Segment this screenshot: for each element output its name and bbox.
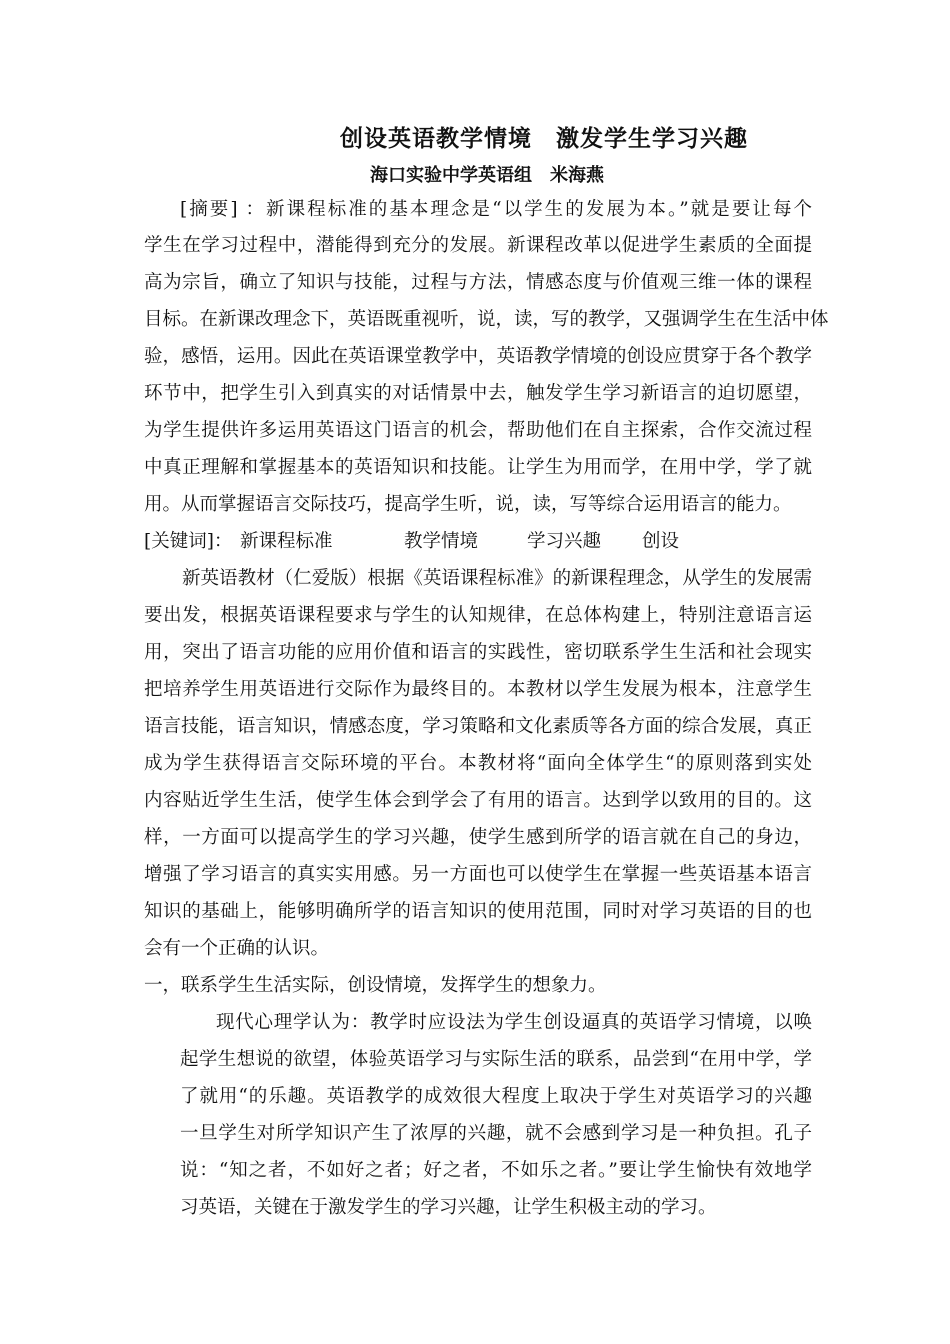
- section-line: 起学生想说的欲望，体验英语学习与实际生活的联系，品尝到“在用中学，学: [180, 1049, 812, 1070]
- section-line: 现代心理学认为：教学时应设法为学生创设逼真的英语学习情境，以唤: [216, 1012, 812, 1033]
- section-line: 习英语，关键在于激发学生的学习兴趣，让学生积极主动的学习。: [180, 1197, 717, 1218]
- keywords-label: [关键词]：: [144, 531, 233, 552]
- abstract-line: 验，感悟，运用。因此在英语课堂教学中，英语教学情境的创设应贯穿于各个教学: [144, 346, 812, 367]
- section-line: 了就用“的乐趣。英语教学的成效很大程度上取决于学生对英语学习的兴趣: [180, 1086, 812, 1107]
- abstract-line: [摘要] ：新课程标准的基本理念是“以学生的发展为本。”就是要让每个: [180, 199, 812, 220]
- abstract-line: 为学生提供许多运用英语这门语言的机会，帮助他们在自主探索，合作交流过程: [144, 420, 812, 441]
- keyword: 学习兴趣: [527, 531, 602, 552]
- section-line: 一旦学生对所学知识产生了浓厚的兴趣，就不会感到学习是一种负担。孔子: [180, 1123, 812, 1144]
- keyword: 教学情境: [404, 531, 479, 552]
- section-heading: 一，联系学生生活实际，创设情境，发挥学生的想象力。: [144, 975, 607, 996]
- abstract-line: 用。从而掌握语言交际技巧，提高学生听，说，读，写等综合运用语言的能力。: [144, 494, 792, 515]
- abstract-line: 中真正理解和掌握基本的英语知识和技能。让学生为用而学，在用中学，学了就: [144, 457, 812, 478]
- abstract-line: 高为宗旨，确立了知识与技能，过程与方法，情感态度与价值观三维一体的课程: [144, 272, 812, 293]
- intro-line: 语言技能，语言知识，情感态度，学习策略和文化素质等各方面的综合发展，真正: [144, 716, 812, 737]
- intro-line: 会有一个正确的认识。: [144, 938, 330, 959]
- intro-line: 用，突出了语言功能的应用价值和语言的实践性，密切联系学生生活和社会现实: [144, 642, 812, 663]
- abstract-line: 目标。在新课改理念下，英语既重视听，说，读，写的教学，又强调学生在生活中体: [144, 309, 829, 330]
- abstract-line: 环节中，把学生引入到真实的对话情景中去，触发学生学习新语言的迫切愿望，: [144, 383, 812, 404]
- intro-line: 增强了学习语言的真实实用感。另一方面也可以使学生在掌握一些英语基本语言: [144, 864, 812, 885]
- author-line: 海口实验中学英语组 米海燕: [370, 165, 604, 186]
- section-line: 说：“知之者，不如好之者；好之者，不如乐之者。”要让学生愉快有效地学: [180, 1160, 812, 1181]
- document-title: 创设英语教学情境 激发学生学习兴趣: [340, 125, 748, 152]
- intro-line: 知识的基础上，能够明确所学的语言知识的使用范围，同时对学习英语的目的也: [144, 901, 812, 922]
- abstract-line: 学生在学习过程中，潜能得到充分的发展。新课程改革以促进学生素质的全面提: [144, 235, 812, 256]
- keyword: 创设: [642, 531, 680, 552]
- intro-line: 内容贴近学生生活，使学生体会到学会了有用的语言。达到学以致用的目的。这: [144, 790, 812, 811]
- intro-line: 样，一方面可以提高学生的学习兴趣，使学生感到所学的语言就在自己的身边，: [144, 827, 812, 848]
- intro-line: 新英语教材（仁爱版）根据《英语课程标准》的新课程理念，从学生的发展需: [182, 568, 812, 589]
- intro-line: 成为学生获得语言交际环境的平台。本教材将“面向全体学生“的原则落到实处: [144, 753, 812, 774]
- keyword: 新课程标准: [240, 531, 333, 552]
- intro-line: 要出发，根据英语课程要求与学生的认知规律，在总体构建上，特别注意语言运: [144, 605, 812, 626]
- intro-line: 把培养学生用英语进行交际作为最终目的。本教材以学生发展为根本，注意学生: [144, 679, 812, 700]
